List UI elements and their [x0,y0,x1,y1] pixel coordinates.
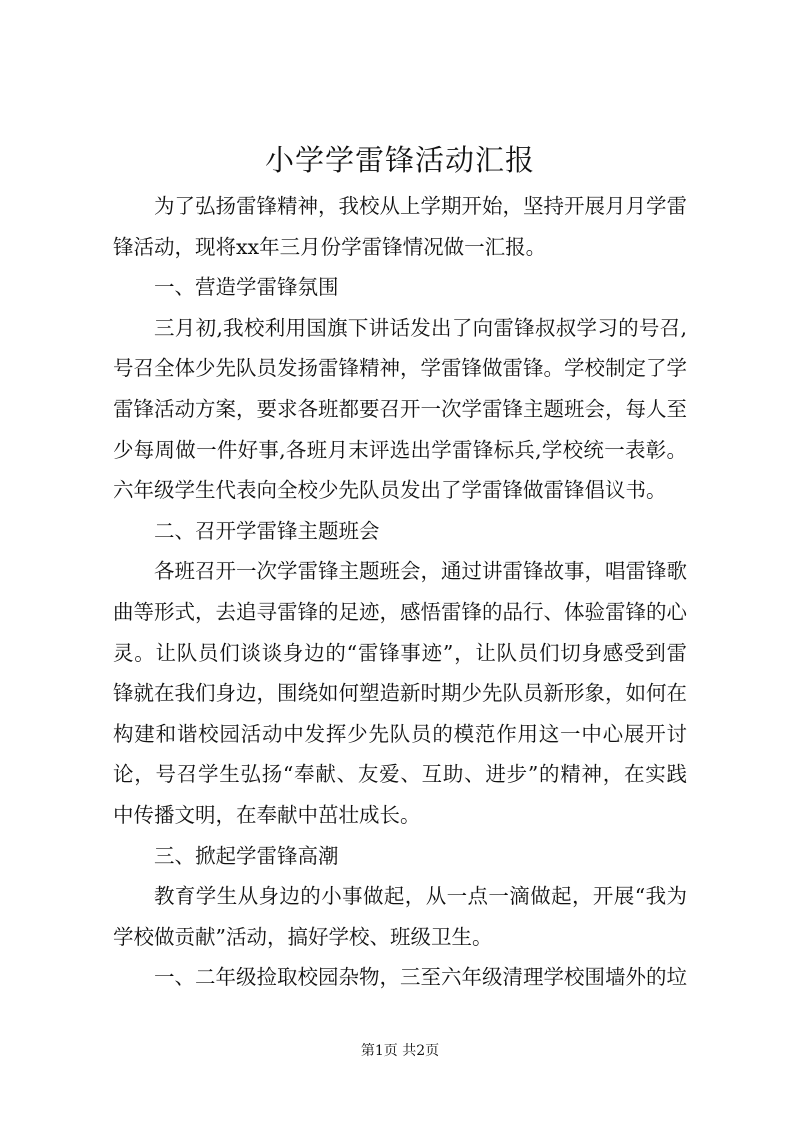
paragraph-section-3-item-1: 一、二年级捡取校园杂物，三至六年级清理学校围墙外的垃 [154,965,687,990]
document-body [113,186,687,998]
paragraph-section-1: 三月初,我校利用国旗下讲话发出了向雷锋叔叔学习的号召,号召全体少先队员发扬雷锋精神，学雷锋做雷锋。学校制定了学雷锋活动方案，要求各班都要召开一次学雷锋主题班会，每人至少每周做一件好事,各班月末评选出学雷锋标兵,学校统一表彰。六年级学生代表向全校少先队员发出了学雷锋做雷锋倡议书。 [113,315,687,503]
page-footer: 第1页 共2页 [360,1043,440,1059]
section-heading-3: 三、掀起学雷锋高潮 [154,843,339,868]
paragraph-intro: 为了弘扬雷锋精神，我校从上学期开始，坚持开展月月学雷锋活动，现将xx年三月份学雷锋情况做一汇报。 [113,194,687,259]
paragraph-section-2: 各班召开一次学雷锋主题班会，通过讲雷锋故事，唱雷锋歌曲等形式，去追寻雷锋的足迹，感悟雷锋的品行、体验雷锋的心灵。让队员们谈谈身边的“雷锋事迹”，让队员们切身感受到雷锋就在我们身边，围绕如何塑造新时期少先队员新形象，如何在构建和谐校园活动中发挥少先队员的模范作用这一中心展开讨论，号召学生弘扬“奉献、友爱、互助、进步”的精神，在实践中传播文明，在奉献中茁壮成长。 [113,559,687,827]
document-title: 小学学雷锋活动汇报 [264,143,535,177]
paragraph-section-3: 教育学生从身边的小事做起，从一点一滴做起，开展“我为学校做贡献”活动，搞好学校、班级卫生。 [113,884,687,949]
section-heading-2: 二、召开学雷锋主题班会 [154,518,380,543]
section-heading-1: 一、营造学雷锋氛围 [154,275,339,300]
